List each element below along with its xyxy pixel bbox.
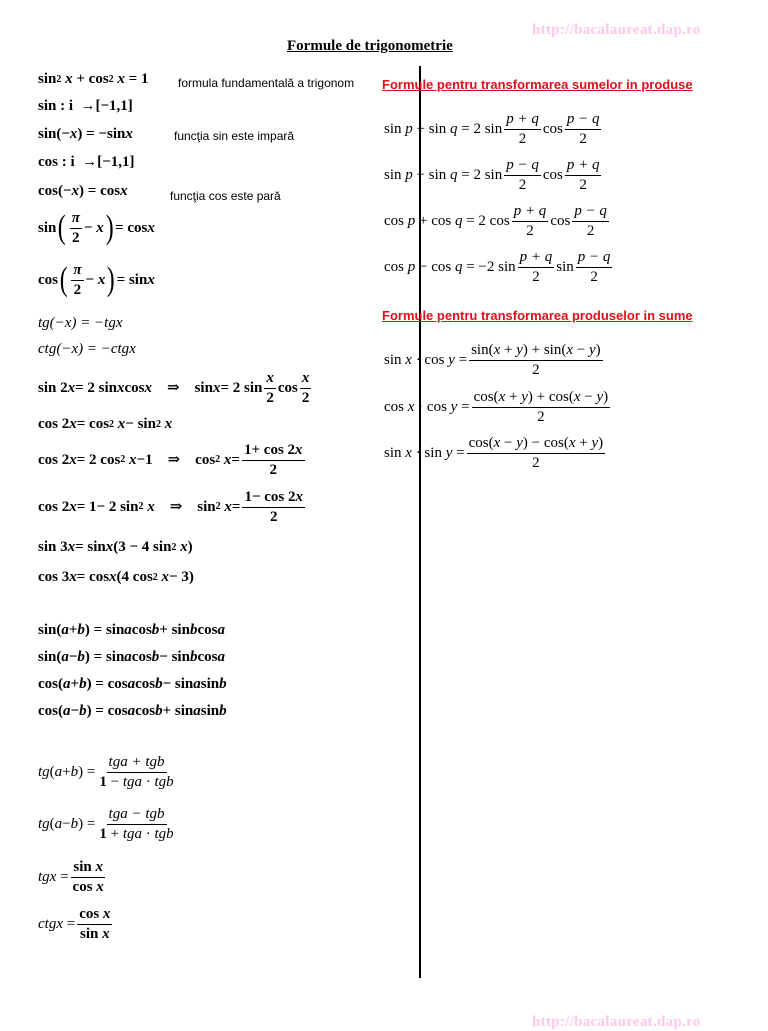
section-sum-to-product: Formule pentru transformarea sumelor in produse bbox=[382, 77, 693, 92]
formula-sin-diff: sin( a − b ) = sin a cos b − sin b cos a bbox=[38, 649, 225, 665]
formula-sinp-plus-sinq: sin p + sin q = 2 sin $\frac{p + q}{2}$ cos $\frac{p - q}{2}$ bbox=[384, 111, 600, 147]
formula-fundamental: sin 2 x + cos 2 x = 1 bbox=[38, 71, 149, 87]
formula-tg-def: tgx = $\frac{\text{sin x}}{\text{cos x}}$ bbox=[38, 859, 104, 895]
formula-sin-range: sin : i →[−1,1] bbox=[38, 98, 133, 114]
site-watermark-bottom: http://bacalaureat.dap.ro bbox=[532, 1014, 701, 1030]
formula-cosp-minus-cosq: cos p − cos q = −2 sin $\frac{p + q}{2}$ sin $\frac{p - q}{2}$ bbox=[384, 249, 611, 285]
note-sin-odd: funcţia sin este impară bbox=[174, 129, 295, 143]
note-cos-even: funcţia cos este pară bbox=[170, 189, 281, 203]
formula-cos-double-2: cos 2 x = 2 cos 2 x −1 ⇒ cos 2 x = $\frac{1+ \cos 2x}{2}$ bbox=[38, 442, 303, 478]
formula-cos-double-3: cos 2 x = 1− 2 sin 2 x ⇒ sin 2 x = $\frac{1- \cos 2x}{2}$ bbox=[38, 489, 303, 525]
formula-cos-complement: cos ( $\frac{\pi}{2}$ − x ) = sin x bbox=[38, 261, 155, 298]
formula-cosp-plus-cosq: cos p + cos q = 2 cos $\frac{p + q}{2}$ cos $\frac{p - q}{2}$ bbox=[384, 203, 607, 239]
formula-sin-odd: sin(− x ) = −sin x bbox=[38, 126, 133, 142]
site-watermark-top: http://bacalaureat.dap.ro bbox=[532, 22, 701, 38]
note-fundamental: formula fundamentală a trigonom bbox=[178, 76, 355, 90]
formula-ctg-odd: ctg(−x) = −ctgx bbox=[38, 341, 136, 357]
formula-cos-even: cos(− x ) = cos x bbox=[38, 183, 128, 199]
formula-sin-complement: sin ( $\frac{\pi}{2}$ − x ) = cos x bbox=[38, 209, 155, 246]
formula-sin-double: sin 2 x = 2 sin x cos x ⇒ sin x = 2 sin $\frac{x}{2}$ cos $\frac{x}{2}$ bbox=[38, 370, 310, 406]
formula-tg-odd: tg(−x) = −tgx bbox=[38, 315, 123, 331]
page-title: Formule de trigonometrie bbox=[287, 38, 453, 54]
formula-sin-sum: sin( a + b ) = sin a cos b + sin b cos a bbox=[38, 622, 225, 638]
formula-tg-diff: tg ( a − b ) = $\frac{\text{tga − tgb}}{\text{1 + tga · tgb}}$ bbox=[38, 806, 174, 842]
formula-sinx-cosy: sin x · cos y = $\frac{\sin(x + y) + \sin(x - y)}{2}$ bbox=[384, 342, 601, 378]
formula-ctg-def: ctgx = $\frac{\text{cos x}}{\text{sin x}}$ bbox=[38, 906, 111, 942]
formula-sinp-minus-sinq: sin p − sin q = 2 sin $\frac{p - q}{2}$ cos $\frac{p + q}{2}$ bbox=[384, 157, 600, 193]
formula-cos-diff: cos( a − b ) = cos a cos b + sin a sin b bbox=[38, 703, 227, 719]
formula-tg-sum: tg ( a + b ) = $\frac{\text{tga + tgb}}{\text{1 − tga · tgb}}$ bbox=[38, 754, 174, 790]
formula-cos-range: cos : i →[−1,1] bbox=[38, 154, 135, 170]
formula-sinx-siny: sin x · sin y = $\frac{\cos(x - y) - \cos(x + y)}{2}$ bbox=[384, 435, 604, 471]
formula-cos-sum: cos( a + b ) = cos a cos b − sin a sin b bbox=[38, 676, 227, 692]
formula-cos-triple: cos 3 x = cos x (4 cos 2 x − 3) bbox=[38, 569, 194, 585]
formula-sin-triple: sin 3 x = sin x (3 − 4 sin 2 x ) bbox=[38, 539, 193, 555]
formula-cosx-cosy: cos x · cos y = $\frac{\cos(x + y) + \cos(x - y)}{2}$ bbox=[384, 389, 609, 425]
section-product-to-sum: Formule pentru transformarea produselor in sume bbox=[382, 308, 693, 323]
formula-cos-double-1: cos 2 x = cos 2 x − sin 2 x bbox=[38, 416, 173, 432]
